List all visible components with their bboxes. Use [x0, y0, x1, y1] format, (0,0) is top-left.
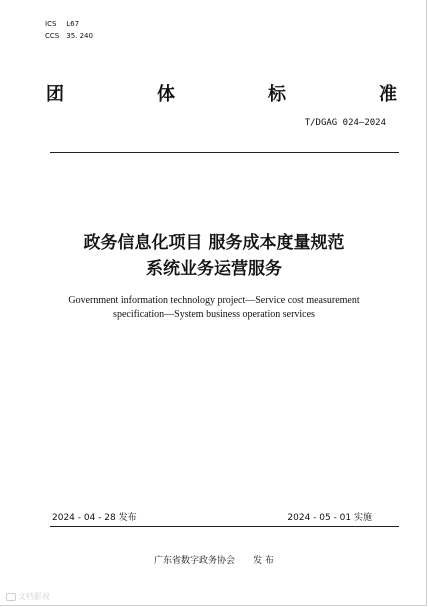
title-english-line-1: Government information technology project—Service cost measurement [68, 295, 360, 306]
watermark [6, 591, 50, 602]
title-chinese-line-1: 政务信息化项目 服务成本度量规范 [83, 233, 345, 253]
publisher-action: 发 布 [253, 556, 274, 566]
publisher-line [0, 553, 428, 566]
issue-date: 2024 - 04 - 28 发布 [52, 513, 137, 523]
standard-type-heading [46, 80, 397, 106]
ics-row [45, 18, 93, 30]
standard-type-char: 体 [157, 84, 175, 105]
title-english-line-2: specification—System business operation services [113, 309, 315, 320]
ccs-label: CCS [45, 32, 60, 40]
title-chinese [0, 230, 428, 282]
watermark-logo-icon [6, 593, 16, 601]
title-english [0, 294, 428, 322]
standard-type-char: 团 [46, 84, 64, 105]
ics-value: L67 [66, 20, 80, 28]
implementation-date: 2024 - 05 - 01 实施 [287, 513, 372, 523]
title-chinese-line-2: 系统业务运营服务 [146, 259, 282, 279]
standard-type-char: 准 [379, 84, 397, 105]
footer-rule [50, 526, 399, 527]
ics-label: ICS [45, 20, 57, 28]
header-rule [50, 152, 399, 153]
standard-type-char: 标 [268, 84, 286, 105]
classification-codes [45, 18, 93, 42]
watermark-text: 文档影视 [18, 592, 50, 601]
ccs-row [45, 30, 93, 42]
publisher-name: 广东省数字政务协会 [154, 556, 236, 566]
ccs-value: 35. 240 [66, 32, 93, 40]
standard-number: T/DGAG 024—2024 [304, 118, 386, 128]
